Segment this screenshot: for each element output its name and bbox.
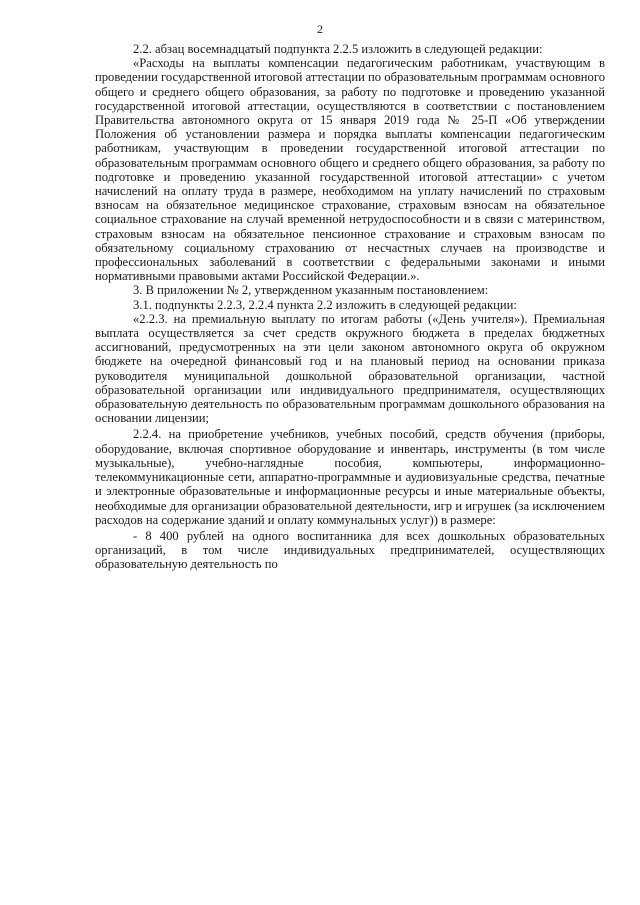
paragraph-expenses-quote: «Расходы на выплаты компенсации педагогическим работникам, участвующим в проведении государственной итоговой аттестации по образовательным программам основного общего и среднего общего образования, за работу по подготовке и проведению указанной государственной итоговой аттестации, осуществляются в соответствии с постановлением Правительства автономного округа от 15 января 2019 года № 25-П «Об утверждении Положения об установлении размера и порядка выплаты компенсации педагогическим работникам, участвующим в проведении государственной итоговой аттестации по образовательным программам основного общего и среднего общего образования, за работу по подготовке и проведению указанной государственной итоговой аттестации» с учетом начислений на оплату труда в размере, необходимом на уплату начислений по страховым взносам на обязательное медицинское страхование, страховым взносам на обязательное социальное страхование на случай временной нетрудоспособности и в связи с материнством, страховым взносам на обязательное пенсионное страхование и страховым взносам по обязательному социальному страхованию от несчастных случаев на производстве и профессиональных заболеваний в соответствии с федеральными законами и иными нормативными правовыми актами Российской Федерации.». [95,56,605,284]
paragraph-3-1: 3.1. подпункты 2.2.3, 2.2.4 пункта 2.2 изложить в следующей редакции: [133,297,517,312]
page-number: 2 [317,22,323,36]
document-body [95,42,605,572]
paragraph-2-2-3: «2.2.3. на премиальную выплату по итогам работы («День учителя»). Премиальная выплата осуществляется за счет средств окружного бюджета в пределах бюджетных ассигнований, предусмотренных на эти цели законом автономного округа об окружном бюджете на очередной финансовый год и на плановый период на основании приказа руководителя муниципальной дошкольной образовательной организации, частной образовательной организации или индивидуального предпринимателя, осуществляющих образовательную деятельность по образовательным программам дошкольного образования на основании лицензии; [95,311,605,426]
paragraph-2-2: 2.2. абзац восемнадцатый подпункта 2.2.5 изложить в следующей редакции: [133,42,543,56]
paragraph-2-2-4: 2.2.4. на приобретение учебников, учебных пособий, средств обучения (приборы, оборудование, включая спортивное оборудование и инвентарь, инструменты (в том числе музыкальные), учебно-наглядные пособия, компьютеры, информационно-телекоммуникационные сети, аппаратно-программные и аудиовизуальные средства, печатные и электронные образовательные и информационные ресурсы и иные материальные объекты, необходимые для организации образовательной деятельности, игр и игрушек (за исключением расходов на содержание зданий и оплату коммунальных услуг)) в размере: [95,427,605,527]
paragraph-3: 3. В приложении № 2, утвержденном указанным постановлением: [133,283,489,298]
paragraph-rate-item: - 8 400 рублей на одного воспитанника для всех дошкольных образовательных организаций, в том числе индивидуальных предпринимателей, осуществляющих образовательную деятельность по [95,528,605,572]
